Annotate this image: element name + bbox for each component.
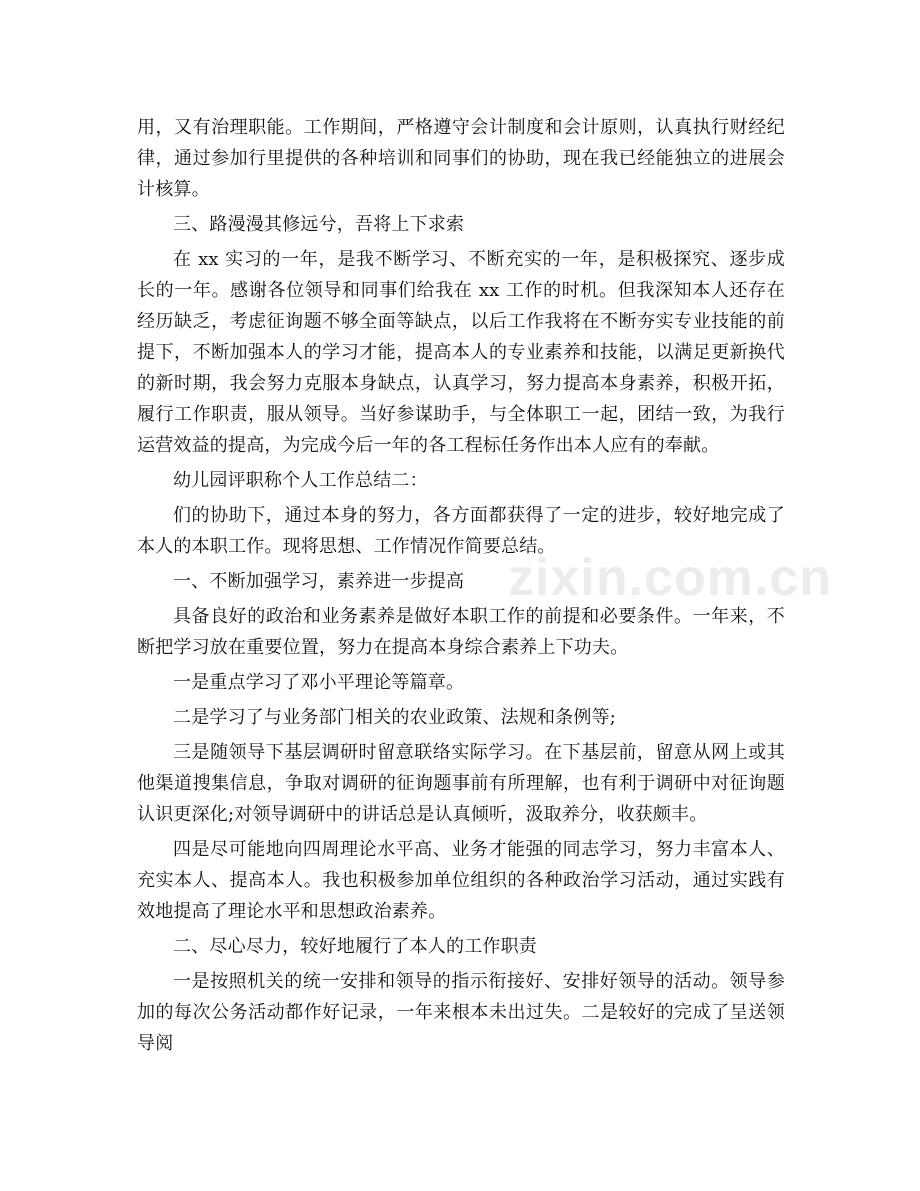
heading-section-3: 三、路漫漫其修远兮，吾将上下求索 — [173, 214, 465, 235]
heading-section-2: 二、尽心尽力，较好地履行了本人的工作职责 — [173, 936, 537, 957]
paragraph-1: 用，又有治理职能。工作期间，严格遵守会计制度和会计原则，认真执行财经纪律，通过参加行里提供的各种培训和同事们的协助，现在我已经能独立的进展会计核算。 — [137, 117, 785, 200]
document-body — [137, 112, 785, 1063]
heading-section-1: 一、不断加强学习，素养进一步提高 — [173, 571, 465, 592]
paragraph-13: 一是按照机关的统一安排和领导的指示衔接好、安排好领导的活动。领导参加的每次公务活动都作好记录，一年来根本未出过失。二是较好的完成了呈送领导阅 — [137, 971, 785, 1054]
paragraph-9: 二是学习了与业务部门相关的农业政策、法规和条例等; — [173, 707, 617, 728]
paragraph-3: 在 xx 实习的一年，是我不断学习、不断充实的一年，是积极探究、逐步成长的一年。感谢各位领导和同事们给我在 xx 工作的时机。但我深知本人还存在经历缺乏，考虑征询题不够全面等缺点，以后工作我将在不断夯实专业技能的前提下，不断加强本人的学习才能，提高本人的专业素养和技能，以满足更新换代的新时期，我会努力克服本身缺点，认真学习，努力提高本身素养，积极开拓，履行工作职责，服从领导。当好参谋助手，与全体职工一起，团结一致，为我行运营效益的提高，为完成今后一年的各工程标任务作出本人应有的奉献。 — [137, 249, 785, 456]
paragraph-11: 四是尽可能地向四周理论水平高、业务才能强的同志学习，努力丰富本人、充实本人、提高本人。我也积极参加单位组织的各种政治学习活动，通过实践有效地提高了理论水平和思想政治素养。 — [137, 839, 785, 922]
paragraph-5: 们的协助下，通过本身的努力，各方面都获得了一定的进步，较好地完成了本人的本职工作。现将思想、工作情况作简要总结。 — [137, 505, 785, 557]
watermark: zixin.com.cn — [508, 549, 833, 607]
paragraph-10: 三是随领导下基层调研时留意联络实际学习。在下基层前，留意从网上或其他渠道搜集信息，争取对调研的征询题事前有所理解，也有利于调研中对征询题认识更深化;对领导调研中的讲话总是认真倾听，汲取养分，收获颇丰。 — [137, 742, 785, 825]
heading-summary-2: 幼儿园评职称个人工作总结二： — [173, 470, 428, 491]
paragraph-8: 一是重点学习了邓小平理论等篇章。 — [173, 672, 465, 693]
paragraph-7: 具备良好的政治和业务素养是做好本职工作的前提和必要条件。一年来，不断把学习放在重要位置，努力在提高本身综合素养上下功夫。 — [137, 606, 785, 658]
